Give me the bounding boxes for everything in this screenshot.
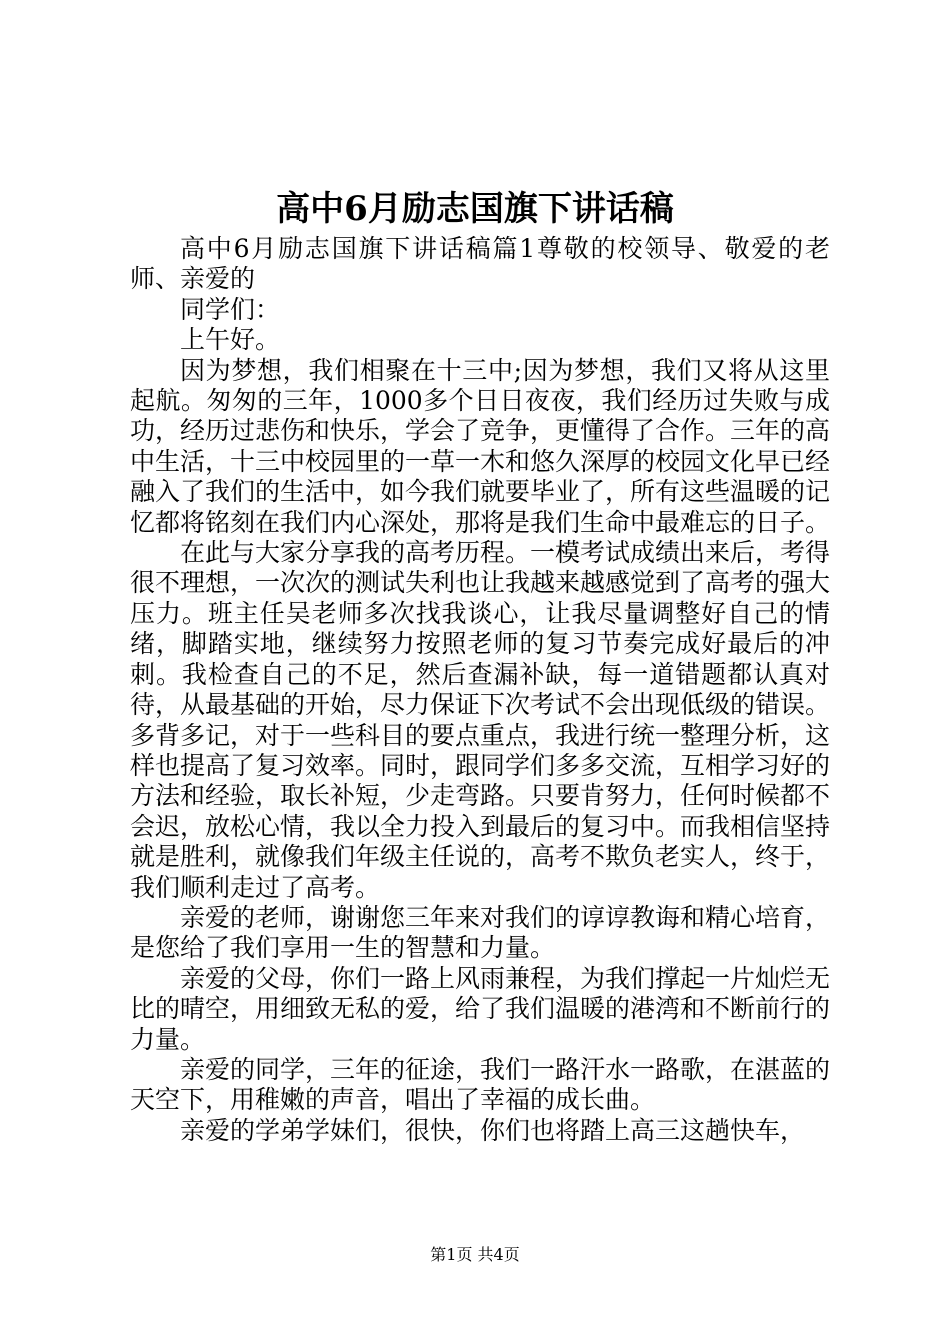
paragraph-greeting: 上午好。: [180, 325, 281, 355]
document-body: [130, 234, 830, 1146]
paragraph-opening: 高中6月励志国旗下讲话稿篇1尊敬的校领导、敬爱的老师、亲爱的: [130, 234, 830, 294]
paragraph-thanks-parents: 亲爱的父母，你们一路上风雨兼程，为我们撑起一片灿烂无比的晴空，用细致无私的爱，给了我们温暖的港湾和不断前行的力量。: [130, 963, 831, 1054]
document-title: 高中6月励志国旗下讲话稿: [276, 189, 674, 229]
page-number-footer: 第1页 共4页: [430, 1245, 520, 1264]
paragraph-classmates: 亲爱的同学，三年的征途，我们一路汗水一路歌，在湛蓝的天空下，用稚嫩的声音，唱出了幸福的成长曲。: [130, 1054, 831, 1115]
paragraph-dream: 因为梦想，我们相聚在十三中;因为梦想，我们又将从这里起航。匆匆的三年，1000多个日日夜夜，我们经历过失败与成功，经历过悲伤和快乐，学会了竞争，更懂得了合作。三年的高中生活，十三中校园里的一草一木和悠久深厚的校园文化早已经融入了我们的生活中，如今我们就要毕业了，所有这些温暖的记忆都将铭刻在我们内心深处，那将是我们生命中最难忘的日子。: [130, 355, 831, 537]
paragraph-exam-journey: 在此与大家分享我的高考历程。一模考试成绩出来后，考得很不理想，一次次的测试失利也让我越来越感觉到了高考的强大压力。班主任吴老师多次找我谈心，让我尽量调整好自己的情绪，脚踏实地，继续努力按照老师的复习节奏完成好最后的冲刺。我检查自己的不足，然后查漏补缺，每一道错题都认真对待，从最基础的开始，尽力保证下次考试不会出现低级的错误。多背多记，对于一些科目的要点重点，我进行统一整理分析，这样也提高了复习效率。同时，跟同学们多多交流，互相学习好的方法和经验，取长补短，少走弯路。只要肯努力，任何时候都不会迟，放松心情，我以全力投入到最后的复习中。而我相信坚持就是胜利，就像我们年级主任说的，高考不欺负老实人，终于，我们顺利走过了高考。: [130, 538, 831, 902]
paragraph-thanks-teachers: 亲爱的老师，谢谢您三年来对我们的谆谆教诲和精心培育，是您给了我们享用一生的智慧和力量。: [130, 902, 831, 963]
paragraph-salutation: 同学们：: [180, 294, 281, 324]
paragraph-juniors: 亲爱的学弟学妹们，很快，你们也将踏上高三这趟快车，: [180, 1115, 806, 1145]
